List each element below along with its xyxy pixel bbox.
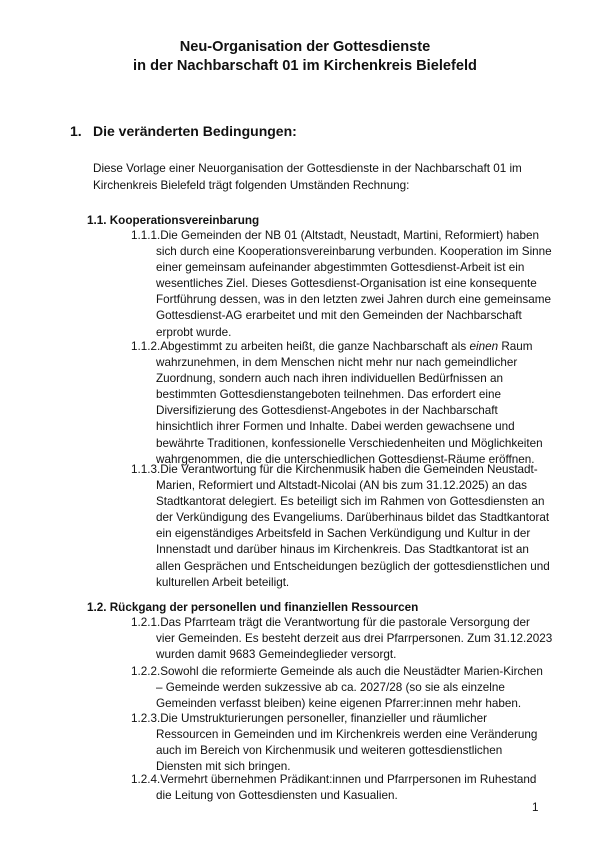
item-line: kulturellen Arbeit beteiligt. bbox=[156, 575, 290, 589]
item-line: bewährte Traditionen, konfessionelle Verschiedenheiten und Möglichkeiten bbox=[156, 436, 543, 450]
item-line: Innenstadt und darüber hinaus im Kirchenkreis. Das Stadtkantorat ist an bbox=[156, 543, 529, 557]
list-item-1-1-3 bbox=[131, 462, 550, 591]
item-line: Gottesdienst-AG erarbeitet und mit den Gemeinden der Nachbarschaft bbox=[156, 309, 522, 323]
item-line: – Gemeinde werden sukzessive ab ca. 2027/28 (so sie als einzelne bbox=[156, 681, 505, 695]
item-line: Diversifizierung des Gottesdienst-Angebotes in der Nachbarschaft bbox=[156, 404, 498, 418]
item-line: ein eigenständiges Arbeitsfeld in Sachen Verkündigung und Kultur in der bbox=[156, 527, 531, 541]
item-line-start: 1.1.2.Abgestimmt zu arbeiten heißt, die ganze Nachbarschaft als bbox=[131, 340, 470, 353]
item-line: 1.1.1.Die Gemeinden der NB 01 (Altstadt, Neustadt, Martini, Reformiert) haben bbox=[131, 229, 539, 242]
item-line: die Leitung von Gottesdiensten und Kasualien. bbox=[156, 789, 398, 803]
item-line: vier Gemeinden. Es besteht derzeit aus drei Pfarrpersonen. Zum 31.12.2023 bbox=[156, 632, 553, 646]
item-line: erprobt wurde. bbox=[156, 325, 232, 339]
item-line: wesentliches Ziel. Dieses Gottesdienst-Organisation ist eine konsequente bbox=[156, 277, 537, 291]
item-line: Fortführung dessen, was in den letzten zwei Jahren durch eine gemeinsame bbox=[156, 293, 552, 307]
section-1-number: 1. bbox=[70, 123, 82, 139]
item-line: allen Gesprächen und Entscheidungen bezüglich der gottesdienstlichen und bbox=[156, 559, 550, 573]
item-line bbox=[131, 339, 543, 355]
item-line: 1.1.3.Die Verantwortung für die Kirchenmusik haben die Gemeinden Neustadt- bbox=[131, 463, 538, 476]
document-title-line-1: Neu-Organisation der Gottesdienste bbox=[179, 39, 431, 55]
item-line: 1.2.3.Die Umstrukturierungen personeller, finanzieller und räumlicher bbox=[131, 712, 487, 725]
item-line: hinsichtlich ihrer Formen und Inhalte. Dabei werden gewachsene und bbox=[156, 420, 515, 434]
list-item-1-2-1 bbox=[131, 615, 552, 663]
list-item-1-1-2 bbox=[131, 339, 543, 468]
item-line-end: Raum bbox=[498, 340, 533, 353]
item-line: einer gemeinsam aufeinander abgestimmten Gottesdienst-Arbeit ist ein bbox=[156, 261, 525, 275]
list-item-1-2-4 bbox=[131, 772, 536, 804]
item-line: Gemeinden verfasst bleiben) keine eigenen Pfarrer:innen mehr haben. bbox=[156, 697, 522, 711]
section-1-heading bbox=[70, 122, 297, 140]
emphasized-word: einen bbox=[469, 340, 499, 353]
document-title-line-2: in der Nachbarschaft 01 im Kirchenkreis Bielefeld bbox=[133, 58, 477, 74]
item-line: auch im Bereich von Kirchenmusik und weiteren gottesdienstlichen bbox=[156, 744, 503, 758]
item-line: Zuordnung, sondern auch nach ihren individuellen Bedürfnissen an bbox=[156, 372, 503, 386]
item-line: sich durch eine Kooperationsvereinbarung verbunden. Kooperation im Sinne bbox=[156, 245, 552, 259]
item-line: 1.2.2.Sowohl die reformierte Gemeinde als auch die Neustädter Marien-Kirchen bbox=[131, 665, 543, 678]
item-line: wahrgenommen, die die unterschiedlichen Gottesdienst-Räume eröffnen. bbox=[156, 452, 535, 466]
section-1-intro bbox=[93, 160, 533, 194]
item-line: wurden damit 9683 Gemeindeglieder versorgt. bbox=[156, 648, 397, 662]
intro-line: Diese Vorlage einer Neuorganisation der Gottesdienste in der Nachbarschaft 01 im bbox=[93, 162, 522, 175]
item-line: der Verkündigung des Evangeliums. Darüberhinaus bildet das Stadtkantorat bbox=[156, 511, 550, 525]
subsection-1-1-heading: 1.1. Kooperationsvereinbarung bbox=[87, 214, 260, 227]
item-line: wahrzunehmen, in dem Menschen nicht mehr nur nach gemeindlicher bbox=[156, 356, 518, 370]
list-item-1-1-1 bbox=[131, 228, 552, 341]
item-line: Marien, Reformiert und Altstadt-Nicolai (AN bis zum 31.12.2025) an das bbox=[156, 479, 527, 493]
intro-line: Kirchenkreis Bielefeld trägt folgenden Umständen Rechnung: bbox=[93, 179, 410, 192]
item-line: Ressourcen in Gemeinden und im Kirchenkreis werden eine Veränderung bbox=[156, 728, 538, 742]
item-line: 1.2.1.Das Pfarrteam trägt die Verantwortung für die pastorale Versorgung der bbox=[131, 616, 530, 629]
list-item-1-2-3 bbox=[131, 711, 537, 775]
page-number: 1 bbox=[532, 801, 539, 814]
list-item-1-2-2 bbox=[131, 664, 543, 712]
subsection-1-2-heading: 1.2. Rückgang der personellen und finanziellen Ressourcen bbox=[87, 601, 419, 614]
item-line: Diensten mit sich bringen. bbox=[156, 760, 291, 774]
item-line: 1.2.4.Vermehrt übernehmen Prädikant:innen und Pfarrpersonen im Ruhestand bbox=[131, 773, 537, 786]
section-1-title: Die veränderten Bedingungen: bbox=[93, 123, 297, 139]
item-line: bestimmten Gottesdienstangeboten teilnehmen. Das erfordert eine bbox=[156, 388, 501, 402]
item-line: Stadtkantorat delegiert. Es beteiligt sich im Rahmen von Gottesdiensten an bbox=[156, 495, 545, 509]
